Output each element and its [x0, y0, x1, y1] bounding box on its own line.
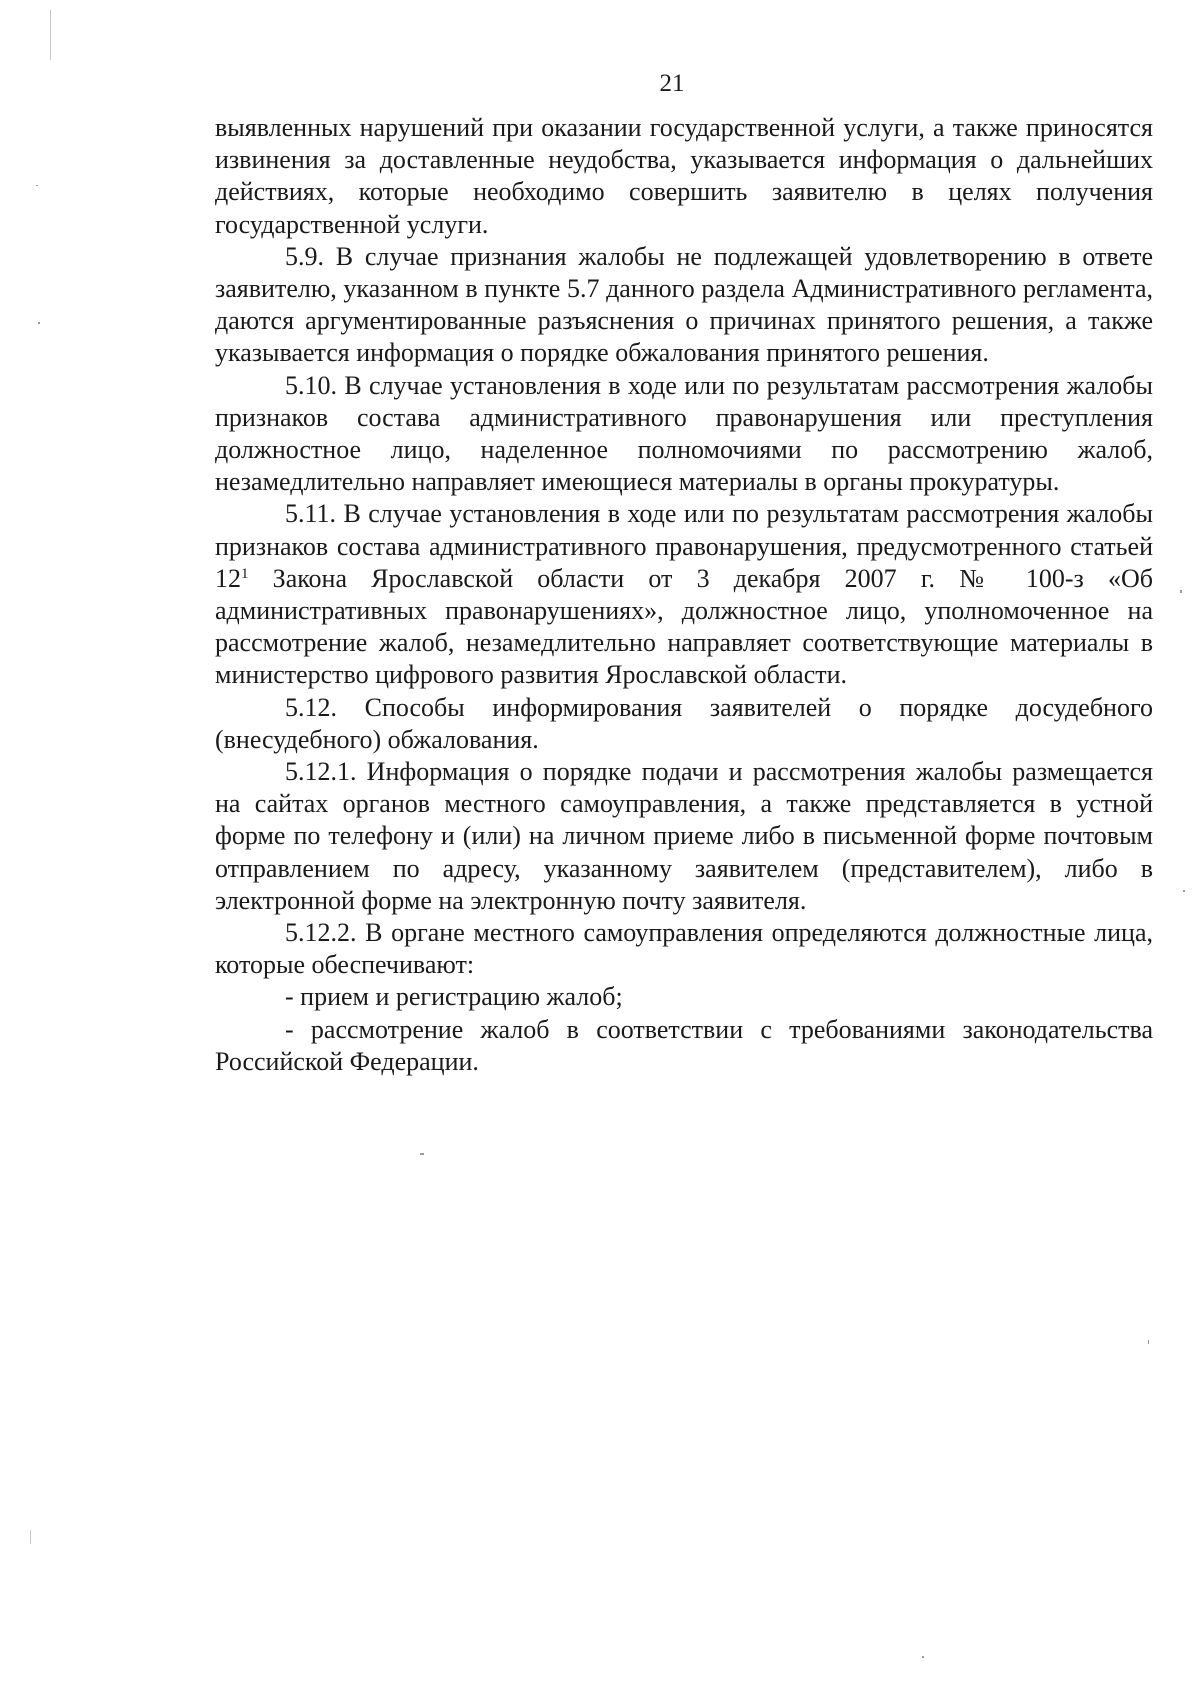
scan-artifact [420, 1153, 424, 1155]
paragraph-5-11-text-start: 5.11. В случае установления в ходе или по результатам рассмотрения жалобы признаков состава административного правонарушения, предусмотренного статьей 12 [215, 499, 1153, 593]
page-number: 21 [659, 70, 685, 97]
paragraph-5-12: 5.12. Способы информирования заявителей о порядке досудебного (внесудебного) обжалования. [215, 692, 1153, 754]
scan-artifact [38, 322, 40, 324]
list-item: - прием и регистрацию жалоб; [285, 982, 623, 1012]
paragraph-5-12-2: 5.12.2. В органе местного самоуправления определяются должностные лица, которые обеспечивают: [215, 918, 1153, 980]
article-superscript: 1 [241, 565, 249, 582]
scan-artifact [1148, 1340, 1149, 1344]
paragraph-5-10: 5.10. В случае установления в ходе или по результатам рассмотрения жалобы признаков состава административного правонарушения или преступления должностное лицо, наделенное полномочиями по рассмотрению жалоб, незамедлительно направляет имеющиеся материалы в органы прокуратуры. [215, 370, 1153, 497]
scan-artifact [1183, 890, 1185, 892]
paragraph-5-9: 5.9. В случае признания жалобы не подлежащей удовлетворению в ответе заявителю, указанном в пункте 5.7 данного раздела Административного регламента, даются аргументированные разъяснения о причинах принятого решения, а также указывается информация о порядке обжалования принятого решения. [215, 241, 1153, 368]
scan-artifact [50, 10, 51, 60]
paragraph-continuation: выявленных нарушений при оказании государственной услуги, а также приносятся извинения за доставленные неудобства, указывается информация о дальнейших действиях, которые необходимо совершить заявителю в целях получения государственной услуги. [215, 113, 1153, 239]
scan-artifact [1180, 590, 1182, 593]
scan-artifact [30, 1530, 31, 1544]
paragraph-5-12-1: 5.12.1. Информация о порядке подачи и рассмотрения жалобы размещается на сайтах органов местного самоуправления, а также представляется в устной форме по телефону и (или) на личном приеме либо в письменной форме почтовым отправлением по адресу, указанному заявителем (представителем), либо в электронной форме на электронную почту заявителя. [215, 757, 1153, 915]
paragraph-5-11 [215, 498, 1153, 691]
paragraph-5-11-text-end: Закона Ярославской области от 3 декабря 2007 г. № 100-з «Об административных правонарушениях», должностное лицо, уполномоченное на рассмотрение жалоб, незамедлительно направляет соответствующие материалы в министерство цифрового развития Ярославской области. [215, 563, 1153, 690]
scan-artifact [36, 185, 38, 186]
list-item: - рассмотрение жалоб в соответствии с требованиями законодательства Российской Федерации. [215, 1014, 1153, 1076]
document-body [215, 112, 1153, 1078]
scan-artifact [922, 1656, 924, 1658]
